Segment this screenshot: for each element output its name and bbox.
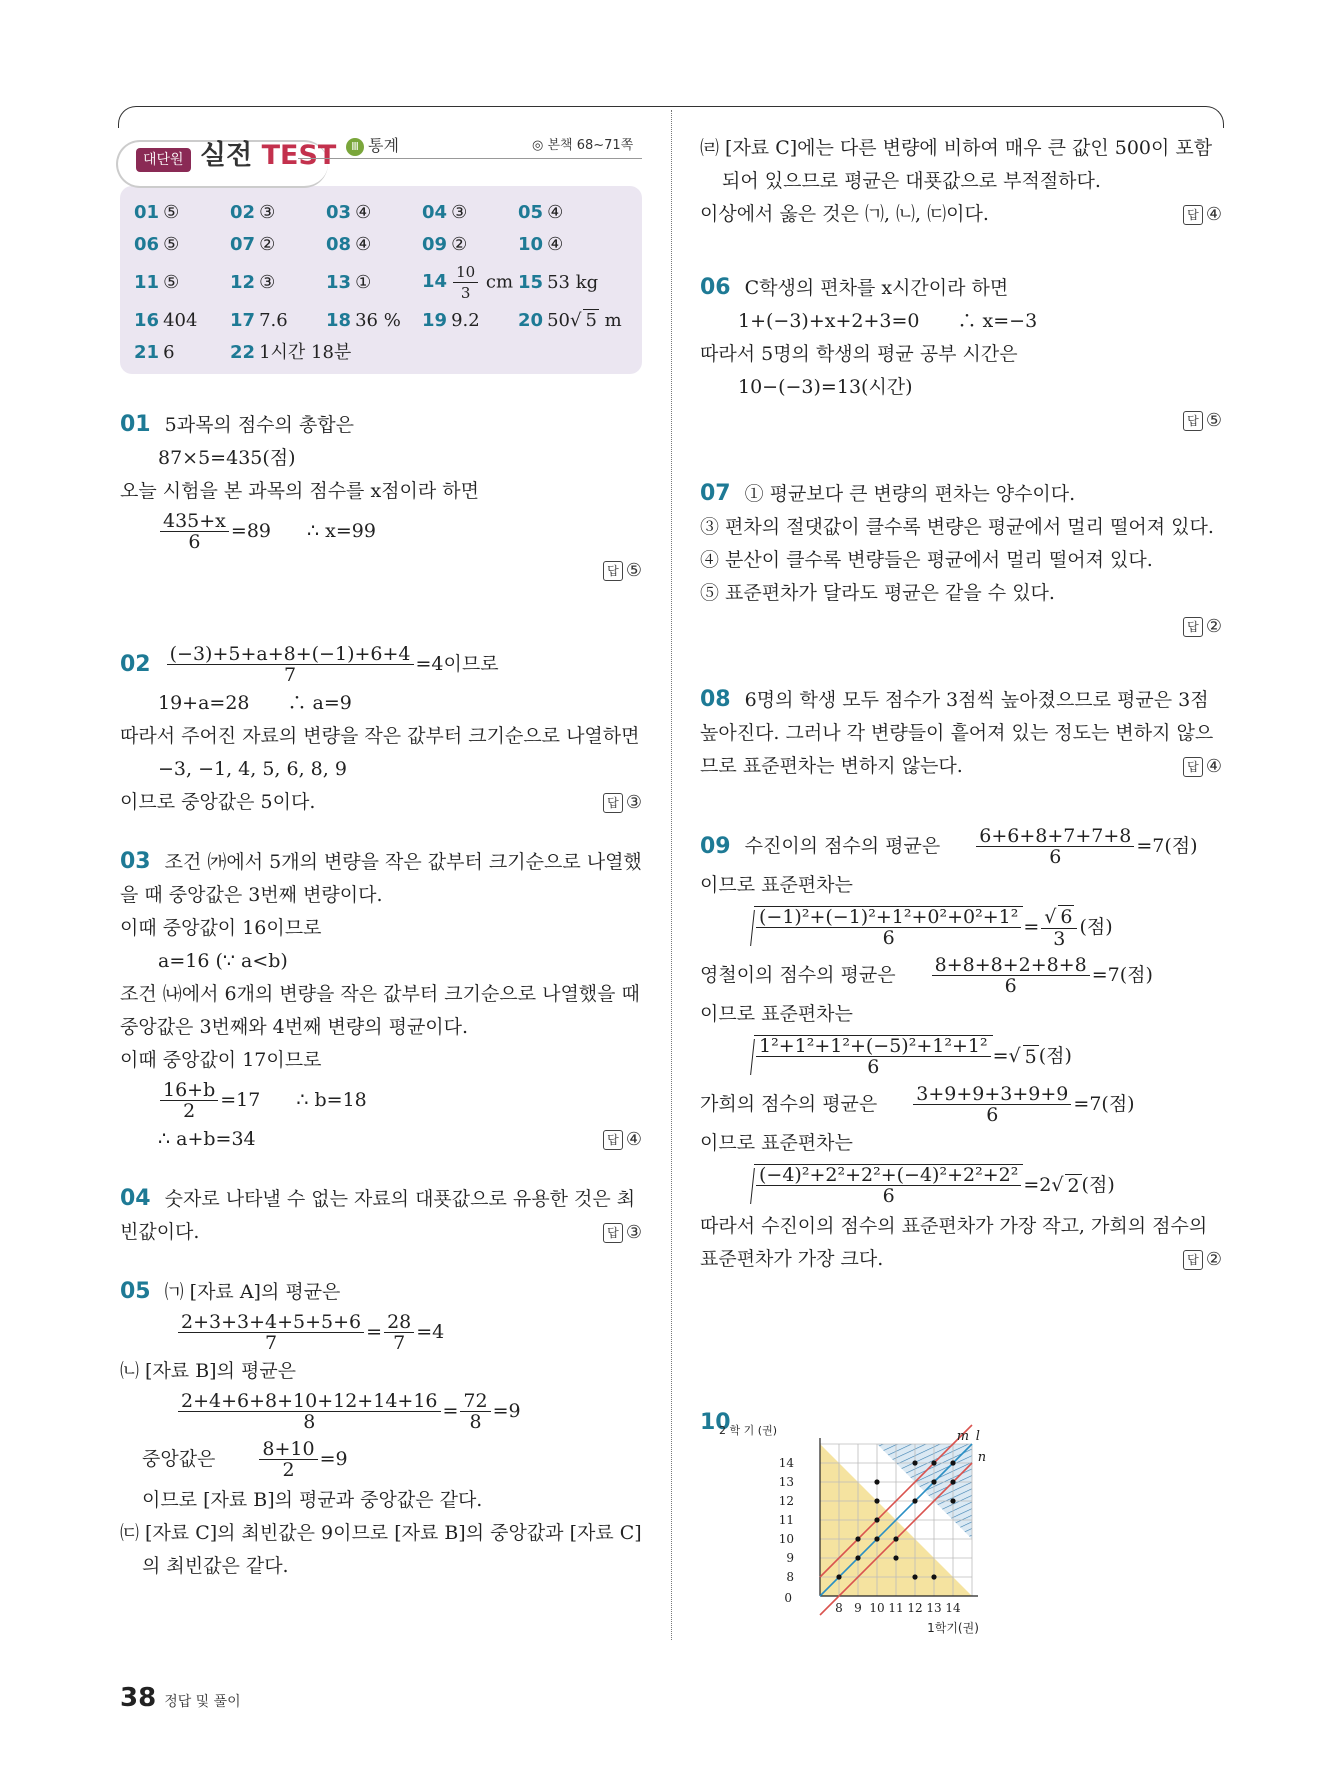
- data-point: [893, 1555, 898, 1560]
- data-point: [931, 1574, 936, 1579]
- solution-01: 01 5과목의 점수의 총합은 87×5=435(점) 오늘 시험을 본 과목의 점수를 x점이라 하면 $\frac{435+x}{6}$ =89 ∴ x=99 답 ⑤: [120, 408, 642, 587]
- y-tick-label: 8: [786, 1570, 794, 1584]
- question-number: 03: [120, 849, 151, 874]
- data-point: [893, 1536, 898, 1541]
- answer-mark: 답 ③: [603, 786, 642, 819]
- answer-row: 06 ⑤ 07 ② 08 ④ 09 ② 10 ④: [134, 233, 564, 255]
- data-point: [836, 1574, 841, 1579]
- book-reference: ◎ 본책 68~71쪽: [532, 138, 634, 153]
- answer-icon: 답: [1183, 205, 1203, 225]
- question-number: 06: [700, 275, 731, 300]
- y-tick-label: 13: [778, 1475, 794, 1489]
- x-tick-label: 12: [907, 1601, 923, 1615]
- left-column: [120, 132, 642, 1583]
- solution-02: 02 $\frac{(-3)+5+a+8+(-1)+6+4}{7}$ =4이므로 19+a=28 ∴ a=9 따라서 주어진 자료의 변량을 작은 값부터 크기순으로 나열하면 −3, −1, 4, 5, 6, 8, 9 이므로 중앙값은 5이다. 답 ③: [120, 641, 642, 819]
- unit-number-icon: Ⅲ: [346, 138, 364, 156]
- answer-mark: 답 ⑤: [603, 554, 642, 587]
- solution-07: 07 ① 평균보다 큰 변량의 편차는 양수이다. ③ 편차의 절댓값이 클수록 변량은 평균에서 멀리 떨어져 있다. ④ 분산이 클수록 변량들은 평균에서 멀리 떨어져 있다. ⑤ 표준편차가 달라도 평균은 같을 수 있다. 답 ②: [700, 477, 1222, 643]
- solution-08: 08 6명의 학생 모두 점수가 3점씩 높아졌으므로 평균은 3점 높아진다. 그러나 각 변량들이 흩어져 있는 정도는 변하지 않으 므로 표준편차는 변하지 않는다. 답 ④: [700, 683, 1222, 783]
- answer-icon: 답: [603, 561, 623, 581]
- y-tick-label: 14: [778, 1456, 794, 1470]
- answer-icon: 답: [1183, 1250, 1203, 1270]
- unit-tag: Ⅲ 통계: [346, 134, 399, 158]
- data-point: [855, 1536, 860, 1541]
- data-point: [931, 1479, 936, 1484]
- origin-label: 0: [784, 1591, 792, 1605]
- answer-mark: 답 ④: [603, 1123, 642, 1156]
- answer-mark: 답 ④: [1183, 750, 1222, 783]
- data-point: [874, 1517, 879, 1522]
- question-number: 04: [120, 1186, 151, 1211]
- data-point: [912, 1460, 917, 1465]
- x-tick-label: 13: [926, 1601, 942, 1615]
- x-tick-label: 8: [835, 1601, 843, 1615]
- answer-icon: 답: [603, 1223, 623, 1243]
- question-number: 02: [120, 651, 151, 677]
- answer-icon: 답: [1183, 411, 1203, 431]
- solution-09: 09 수진이의 점수의 평균은 $\frac{6+6+8+7+7+8}{6}$ =7(점) 이므로 표준편차는 $\frac{\text{(−1)²+(−1)²+1²+0²+0²+1²}}{6}$ = $\frac{√ 6}{3}$ (점) 영철이의 점수의 평균은 $\frac{8+8+8+2+8+8}{6}$ =7(점) 이므로 표준편차는 $\frac{\text{1²+1²+1²+(−5)²+1²+1²}}{6}$ = √ 5 (점) 가희의 점수의 평균은 $\frac{3+9+9+3+9+9}{6}$ =7(점) 이므로 표준편차는 $\frac{\text{(−4)²+2²+2²+(−4)²+2²+2²}}{6}$ =2 √ 2 (점) 따라서 수진이의 점수의 표준편차가 가장 작고, 가희의 점수의 표준편차가 가장 크다. 답 ②: [700, 823, 1222, 1276]
- page-number: 38: [120, 1683, 157, 1713]
- column-divider: [671, 110, 672, 1640]
- answer-row: 21 6 22 1시간 18분: [134, 341, 352, 363]
- data-point: [912, 1574, 917, 1579]
- solution-04: 04 숫자로 나타낼 수 없는 자료의 대푯값으로 유용한 것은 최 빈값이다. 답 ③: [120, 1182, 642, 1249]
- data-point: [912, 1498, 917, 1503]
- scatter-chart: [719, 1414, 987, 1640]
- y-tick-label: 11: [778, 1513, 794, 1527]
- question-number: 01: [120, 412, 151, 437]
- section-header: [120, 132, 642, 184]
- right-column: [700, 132, 1222, 1276]
- answer-mark: 답 ②: [1183, 1243, 1222, 1276]
- answer-key-box: [120, 186, 642, 374]
- data-point: [950, 1498, 955, 1503]
- line-label-n: n: [977, 1450, 987, 1466]
- question-number: 10: [700, 1410, 731, 1435]
- y-tick-label: 10: [778, 1532, 794, 1546]
- question-number: 07: [700, 481, 731, 506]
- data-point: [874, 1479, 879, 1484]
- solution-05-continued: ㈃ [자료 C]에는 다른 변량에 비하여 매우 큰 값인 500이 포함 되어 있으므로 평균은 대푯값으로 부적절하다. 이상에서 옳은 것은 ㈀, ㈁, ㈂이다. 답 ④: [700, 132, 1222, 231]
- answer-mark: 답 ⑤: [1183, 404, 1222, 437]
- data-point: [931, 1460, 936, 1465]
- answer-mark: 답 ②: [1183, 610, 1222, 643]
- data-point: [950, 1479, 955, 1484]
- question-number: 09: [700, 833, 731, 859]
- answer-icon: 답: [1183, 617, 1203, 637]
- answer-row: 11 ⑤ 12 ③ 13 ① 14 $\frac{10}{3}$ cm 15 53 kg: [134, 262, 599, 302]
- unit-badge: 대단원: [136, 148, 191, 172]
- page-title: 실전 TEST: [200, 140, 337, 171]
- line-label-l: l: [975, 1429, 980, 1445]
- solution-05: 05 ㈀ [자료 A]의 평균은 $\frac{2+3+3+4+5+5+6}{7}$ = $\frac{28}{7}$ =4 ㈁ [자료 B]의 평균은 $\frac{2+4+6+8+10+12+14+16}{8}$ = $\frac{72}{8}$ =9 중앙값은 $\frac{8+10}{2}$ =9 이므로 [자료 B]의 평균과 중앙값은 같다. ㈂ [자료 C]의 최빈값은 9이므로 [자료 B]의 중앙값과 [자료 C] 의 최빈값은 같다.: [120, 1279, 642, 1577]
- solution-03: 03 조건 ㈎에서 5개의 변량을 작은 값부터 크기순으로 나열했 을 때 중앙값은 3번째 변량이다. 이때 중앙값이 16이므로 a=16 (∵ a<b) 조건 ㈏에서 6개의 변량을 작은 값부터 크기순으로 나열했을 때 중앙값은 3번째와 4번째 변량의 평균이다. 이때 중앙값이 17이므로 $\frac{16+b}{2}$ =17 ∴ b=18 ∴ a+b=34 답 ④: [120, 845, 642, 1156]
- data-point: [874, 1536, 879, 1541]
- footer-label: 정답 및 풀이: [164, 1694, 241, 1710]
- x-tick-label: 11: [888, 1601, 904, 1615]
- x-tick-label: 9: [854, 1601, 862, 1615]
- solution-06: 06 C학생의 편차를 x시간이라 하면 1+(−3)+x+2+3=0 ∴ x=−3 따라서 5명의 학생의 평균 공부 시간은 10−(−3)=13(시간) 답 ⑤: [700, 271, 1222, 437]
- question-number: 08: [700, 687, 731, 712]
- answer-icon: 답: [1183, 757, 1203, 777]
- x-tick-label: 14: [945, 1601, 961, 1615]
- data-point: [950, 1460, 955, 1465]
- y-axis-label: 2 학 기 (권): [719, 1424, 777, 1437]
- data-point: [855, 1555, 860, 1560]
- question-number: 05: [120, 1279, 151, 1304]
- answer-row: 16 404 17 7.6 18 36 % 19 9.2 20 50√ 5 m: [134, 309, 622, 331]
- answer-icon: 답: [603, 793, 623, 813]
- answer-row: 01 ⑤ 02 ③ 03 ④ 04 ③ 05 ④: [134, 201, 564, 223]
- x-tick-label: 10: [869, 1601, 885, 1615]
- y-tick-label: 12: [778, 1494, 794, 1508]
- answer-mark: 답 ③: [603, 1216, 642, 1249]
- answer-icon: 답: [603, 1130, 623, 1150]
- data-point: [874, 1498, 879, 1503]
- answer-mark: 답 ④: [1183, 198, 1222, 231]
- y-tick-label: 9: [786, 1551, 794, 1565]
- x-axis-label: 1학기(권): [927, 1621, 979, 1635]
- page-footer: [120, 1683, 241, 1713]
- header-rule: [298, 158, 642, 159]
- line-label-m: m: [956, 1429, 970, 1445]
